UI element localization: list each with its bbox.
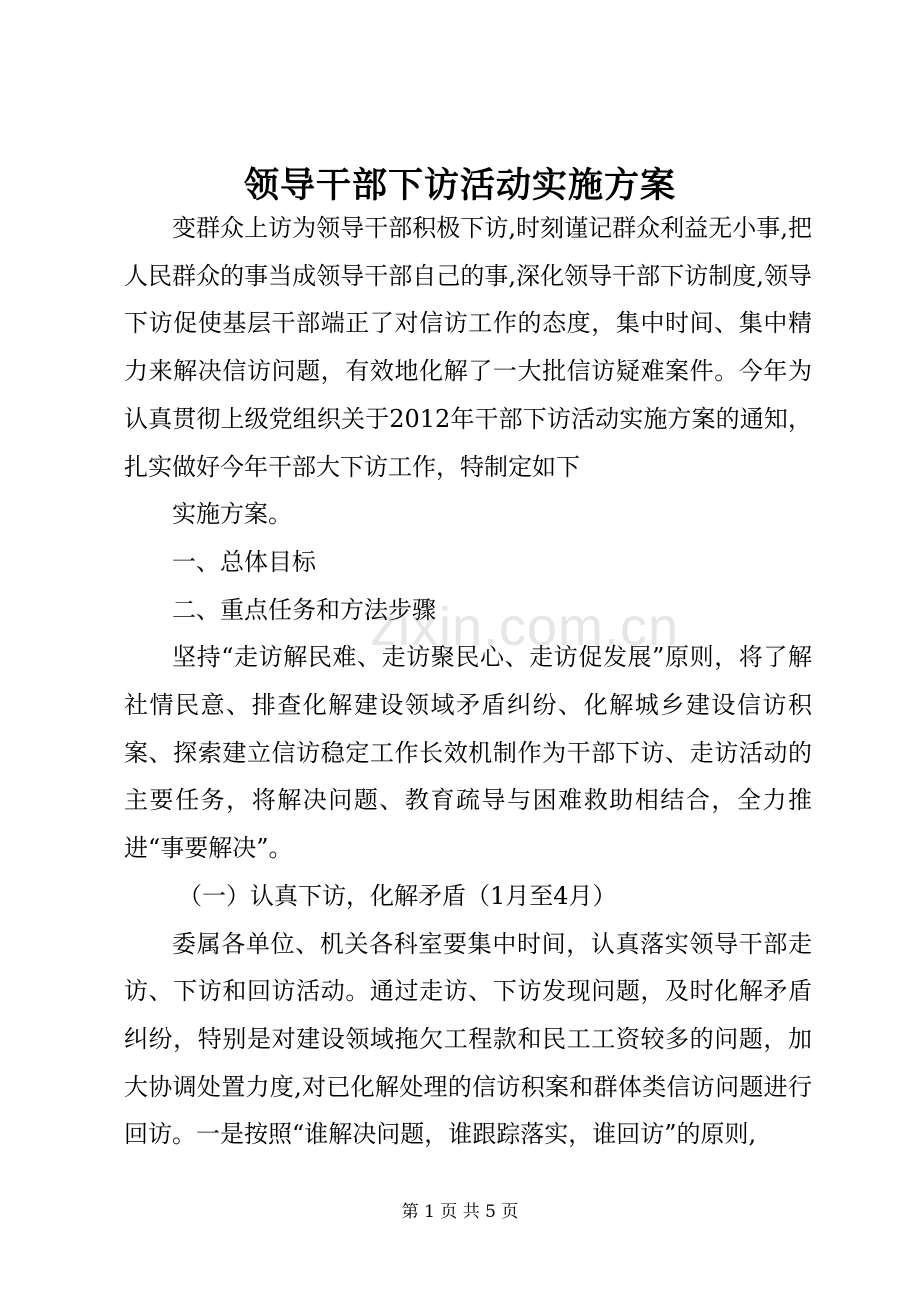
paragraph-intro: 变群众上访为领导干部积极下访,时刻谨记群众利益无小事,把人民群众的事当成领导干部自己的事,深化领导干部下访制度,领导下访促使基层干部端正了对信访工作的态度，集中时间、集中精力来解决信访问题，有效地化解了一大批信访疑难案件。今年为认真贯彻上级党组织关于2012年干部下访活动实施方案的通知，扎实做好今年干部大下访工作，特制定如下: [124, 214, 812, 481]
heading-key-tasks: 二、重点任务和方法步骤: [172, 595, 436, 624]
document-body: [124, 205, 812, 1159]
watermark: zixin.com.cn: [370, 597, 680, 657]
paragraph-plan: 实施方案。: [172, 500, 292, 529]
paragraph-units: 委属各单位、机关各科室要集中时间，认真落实领导干部走访、下访和回访活动。通过走访、下访发现问题，及时化解矛盾纠纷，特别是对建设领域拖欠工程款和民工工资较多的问题，加大协调处置力度,对已化解处理的信访积案和群体类信访问题进行回访。一是按照“谁解决问题，谁跟踪落实，谁回访”的原则,: [124, 929, 812, 1149]
document-title: 领导干部下访活动实施方案: [243, 165, 676, 206]
subheading-visit-resolve: （一）认真下访，化解矛盾（1月至4月）: [178, 881, 617, 910]
paragraph-principles: 坚持“走访解民难、走访聚民心、走访促发展”原则，将了解社情民意、排查化解建设领域矛盾纠纷、化解城乡建设信访积案、探索建立信访稳定工作长效机制作为干部下访、走访活动的主要任务，将解决问题、教育疏导与困难救助相结合，全力推进“事要解决”。: [124, 643, 812, 863]
heading-overall-goal: 一、总体目标: [172, 547, 316, 576]
page-footer: 第 1 页 共 5 页: [401, 1202, 519, 1222]
